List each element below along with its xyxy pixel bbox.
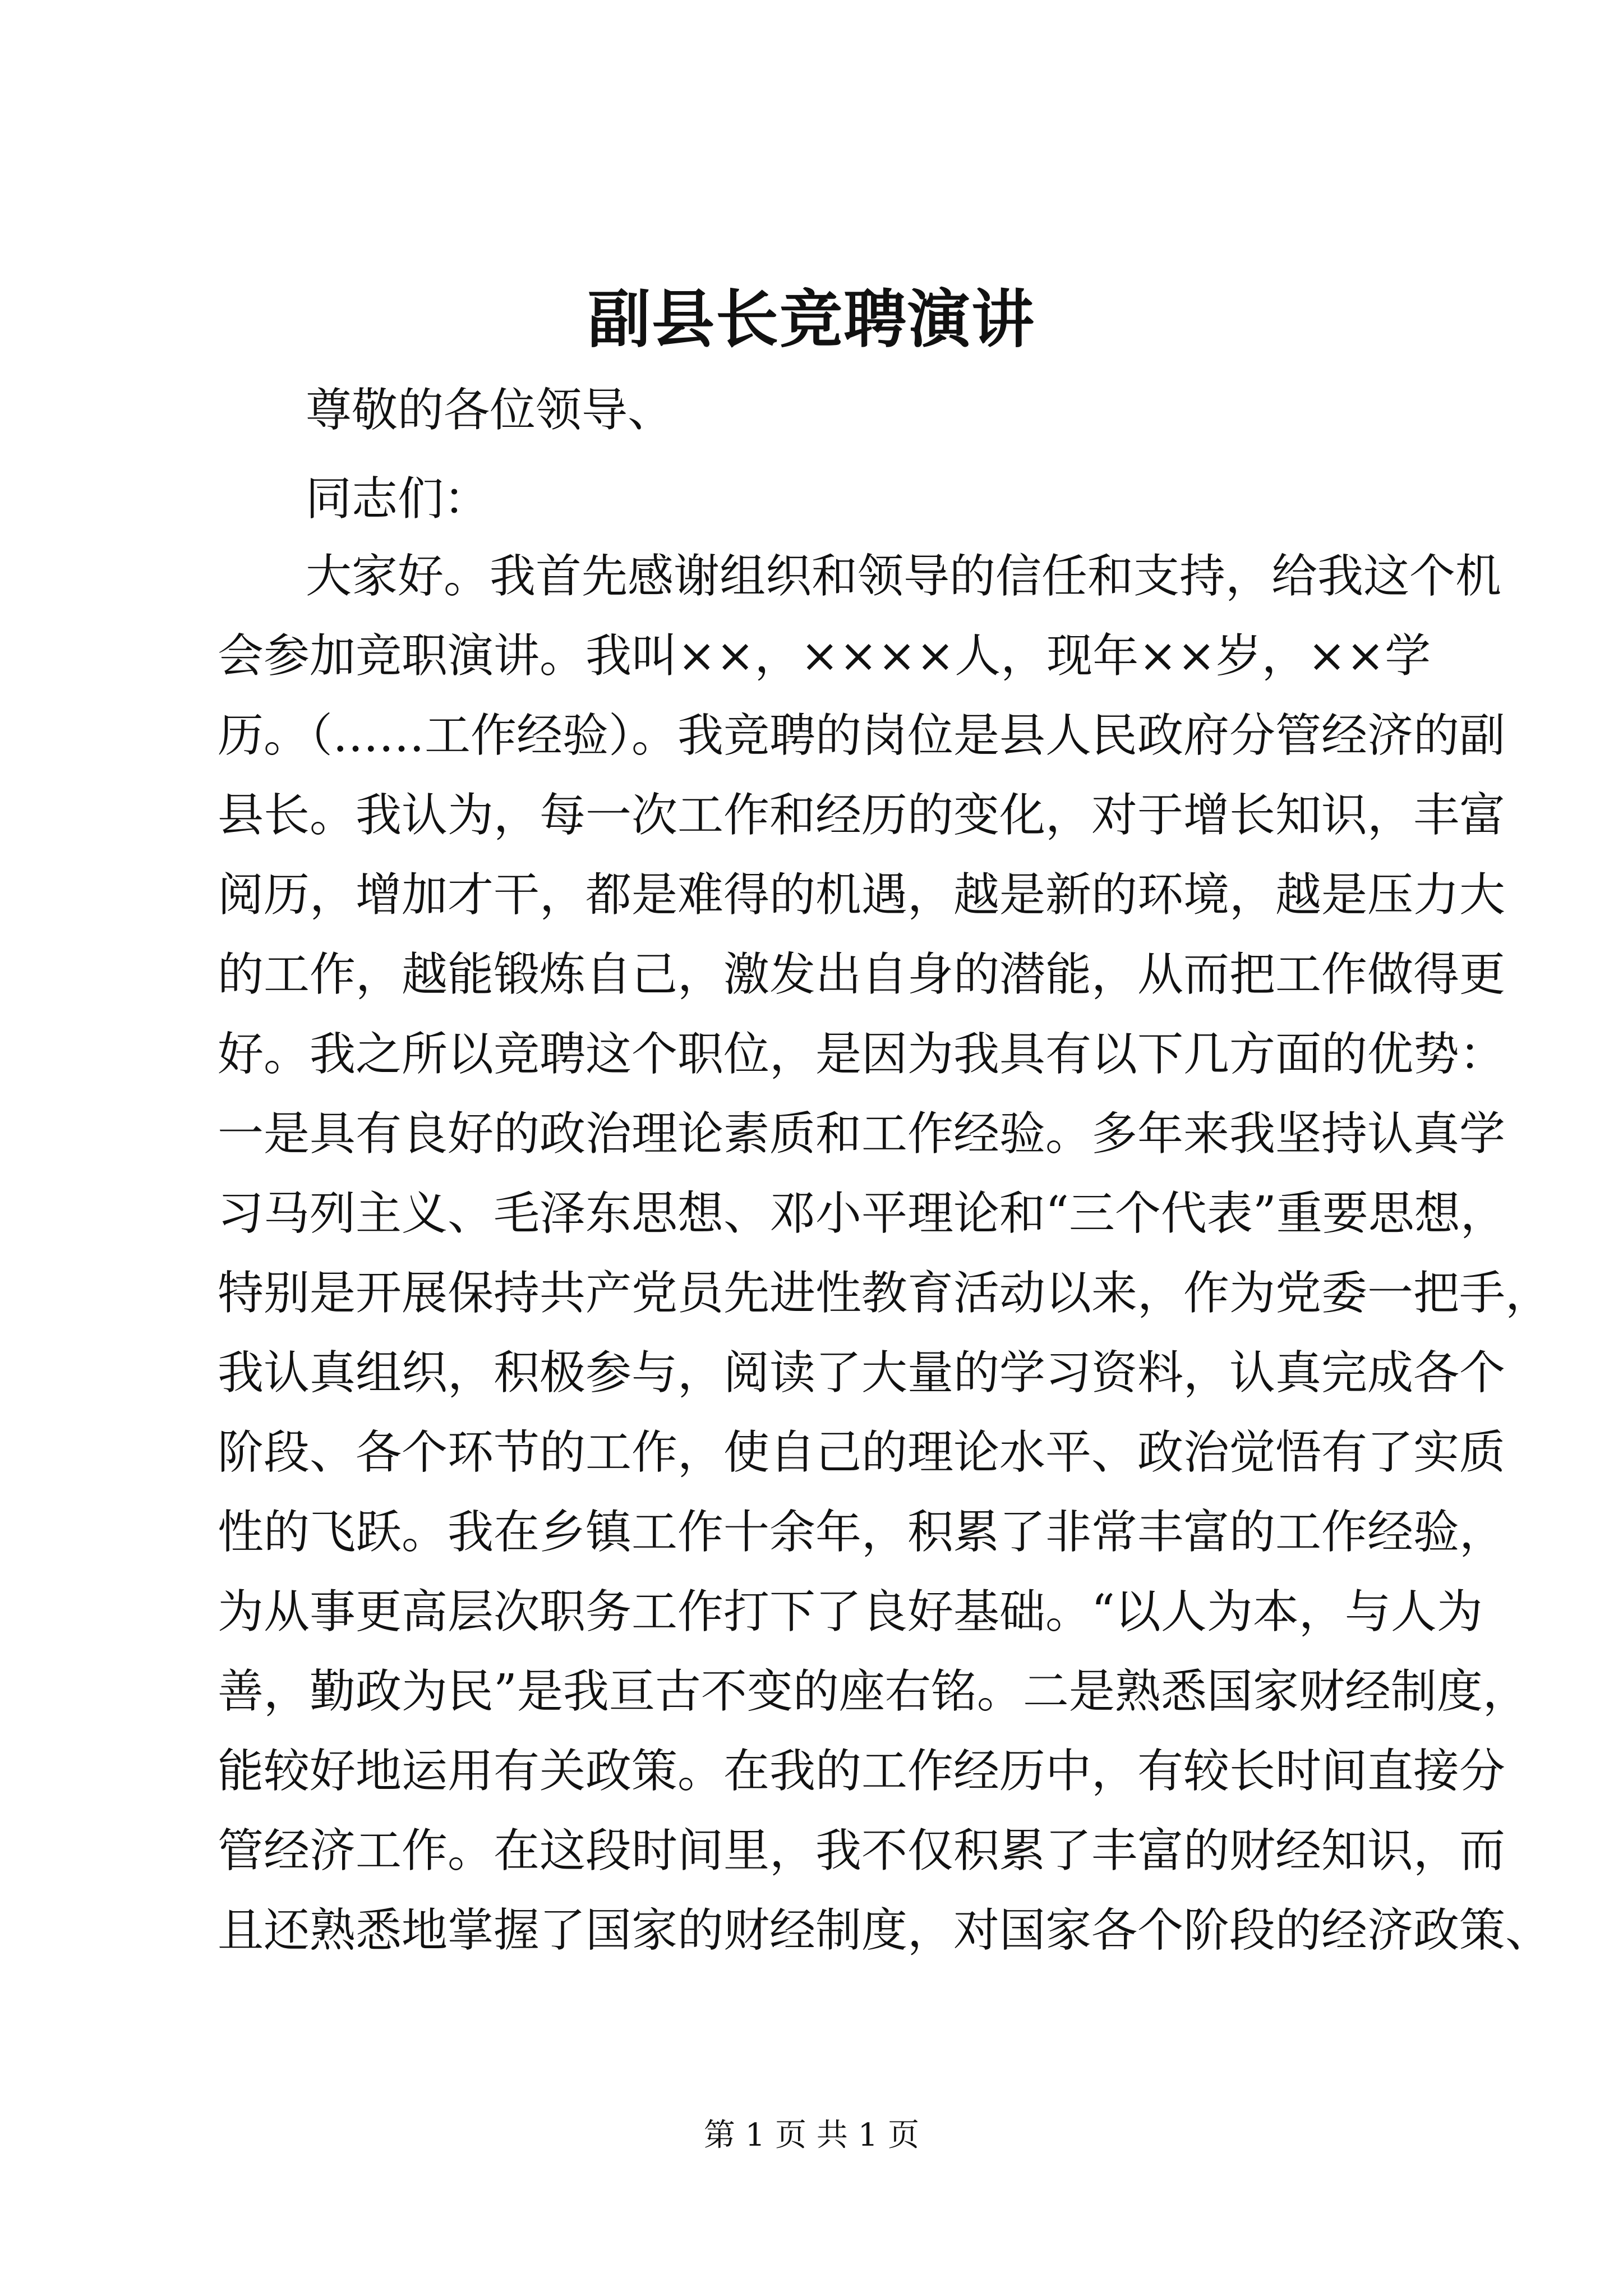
body-line: 的工作，越能锻炼自己，激发出自身的潜能，从而把工作做得更 — [218, 948, 1506, 1001]
salutation-line: 尊敬的各位领导、 — [306, 384, 674, 437]
salutation-line: 同志们： — [306, 472, 490, 526]
body-line: 我认真组织，积极参与，阅读了大量的学习资料，认真完成各个 — [218, 1346, 1506, 1400]
body-line: 且还熟悉地掌握了国家的财经制度，对国家各个阶段的经济政策、 — [218, 1904, 1552, 1957]
body-line: 特别是开展保持共产党员先进性教育活动以来，作为党委一把手， — [218, 1267, 1552, 1320]
body-line: 历。（……工作经验）。我竞聘的岗位是县人民政府分管经济的副 — [218, 709, 1506, 762]
page-footer: 第 1 页 共 1 页 — [703, 2117, 920, 2154]
body-line: 阅历，增加才干，都是难得的机遇，越是新的环境，越是压力大 — [218, 868, 1506, 922]
body-line: 性的飞跃。我在乡镇工作十余年，积累了非常丰富的工作经验， — [218, 1506, 1506, 1559]
body-line: 能较好地运用有关政策。在我的工作经历中，有较长时间直接分 — [218, 1745, 1506, 1798]
body-line: 为从事更高层次职务工作打下了良好基础。“以人为本，与人为 — [218, 1585, 1483, 1639]
document-title: 副县长竞聘演讲 — [588, 283, 1035, 356]
body-line: 阶段、各个环节的工作，使自己的理论水平、政治觉悟有了实质 — [218, 1426, 1506, 1479]
body-line: 一是具有良好的政治理论素质和工作经验。多年来我坚持认真学 — [218, 1107, 1506, 1161]
body-line: 大家好。我首先感谢组织和领导的信任和支持，给我这个机 — [306, 550, 1502, 603]
body-line: 会参加竞职演讲。我叫××，××××人，现年××岁，××学 — [218, 629, 1431, 683]
body-line: 习马列主义、毛泽东思想、邓小平理论和“三个代表”重要思想， — [218, 1187, 1506, 1240]
body-line: 善，勤政为民”是我亘古不变的座右铭。二是熟悉国家财经制度， — [218, 1665, 1529, 1718]
body-line: 县长。我认为，每一次工作和经历的变化，对于增长知识，丰富 — [218, 789, 1506, 842]
body-line: 管经济工作。在这段时间里，我不仅积累了丰富的财经知识，而 — [218, 1824, 1506, 1878]
body-line: 好。我之所以竞聘这个职位，是因为我具有以下几方面的优势： — [218, 1028, 1506, 1081]
